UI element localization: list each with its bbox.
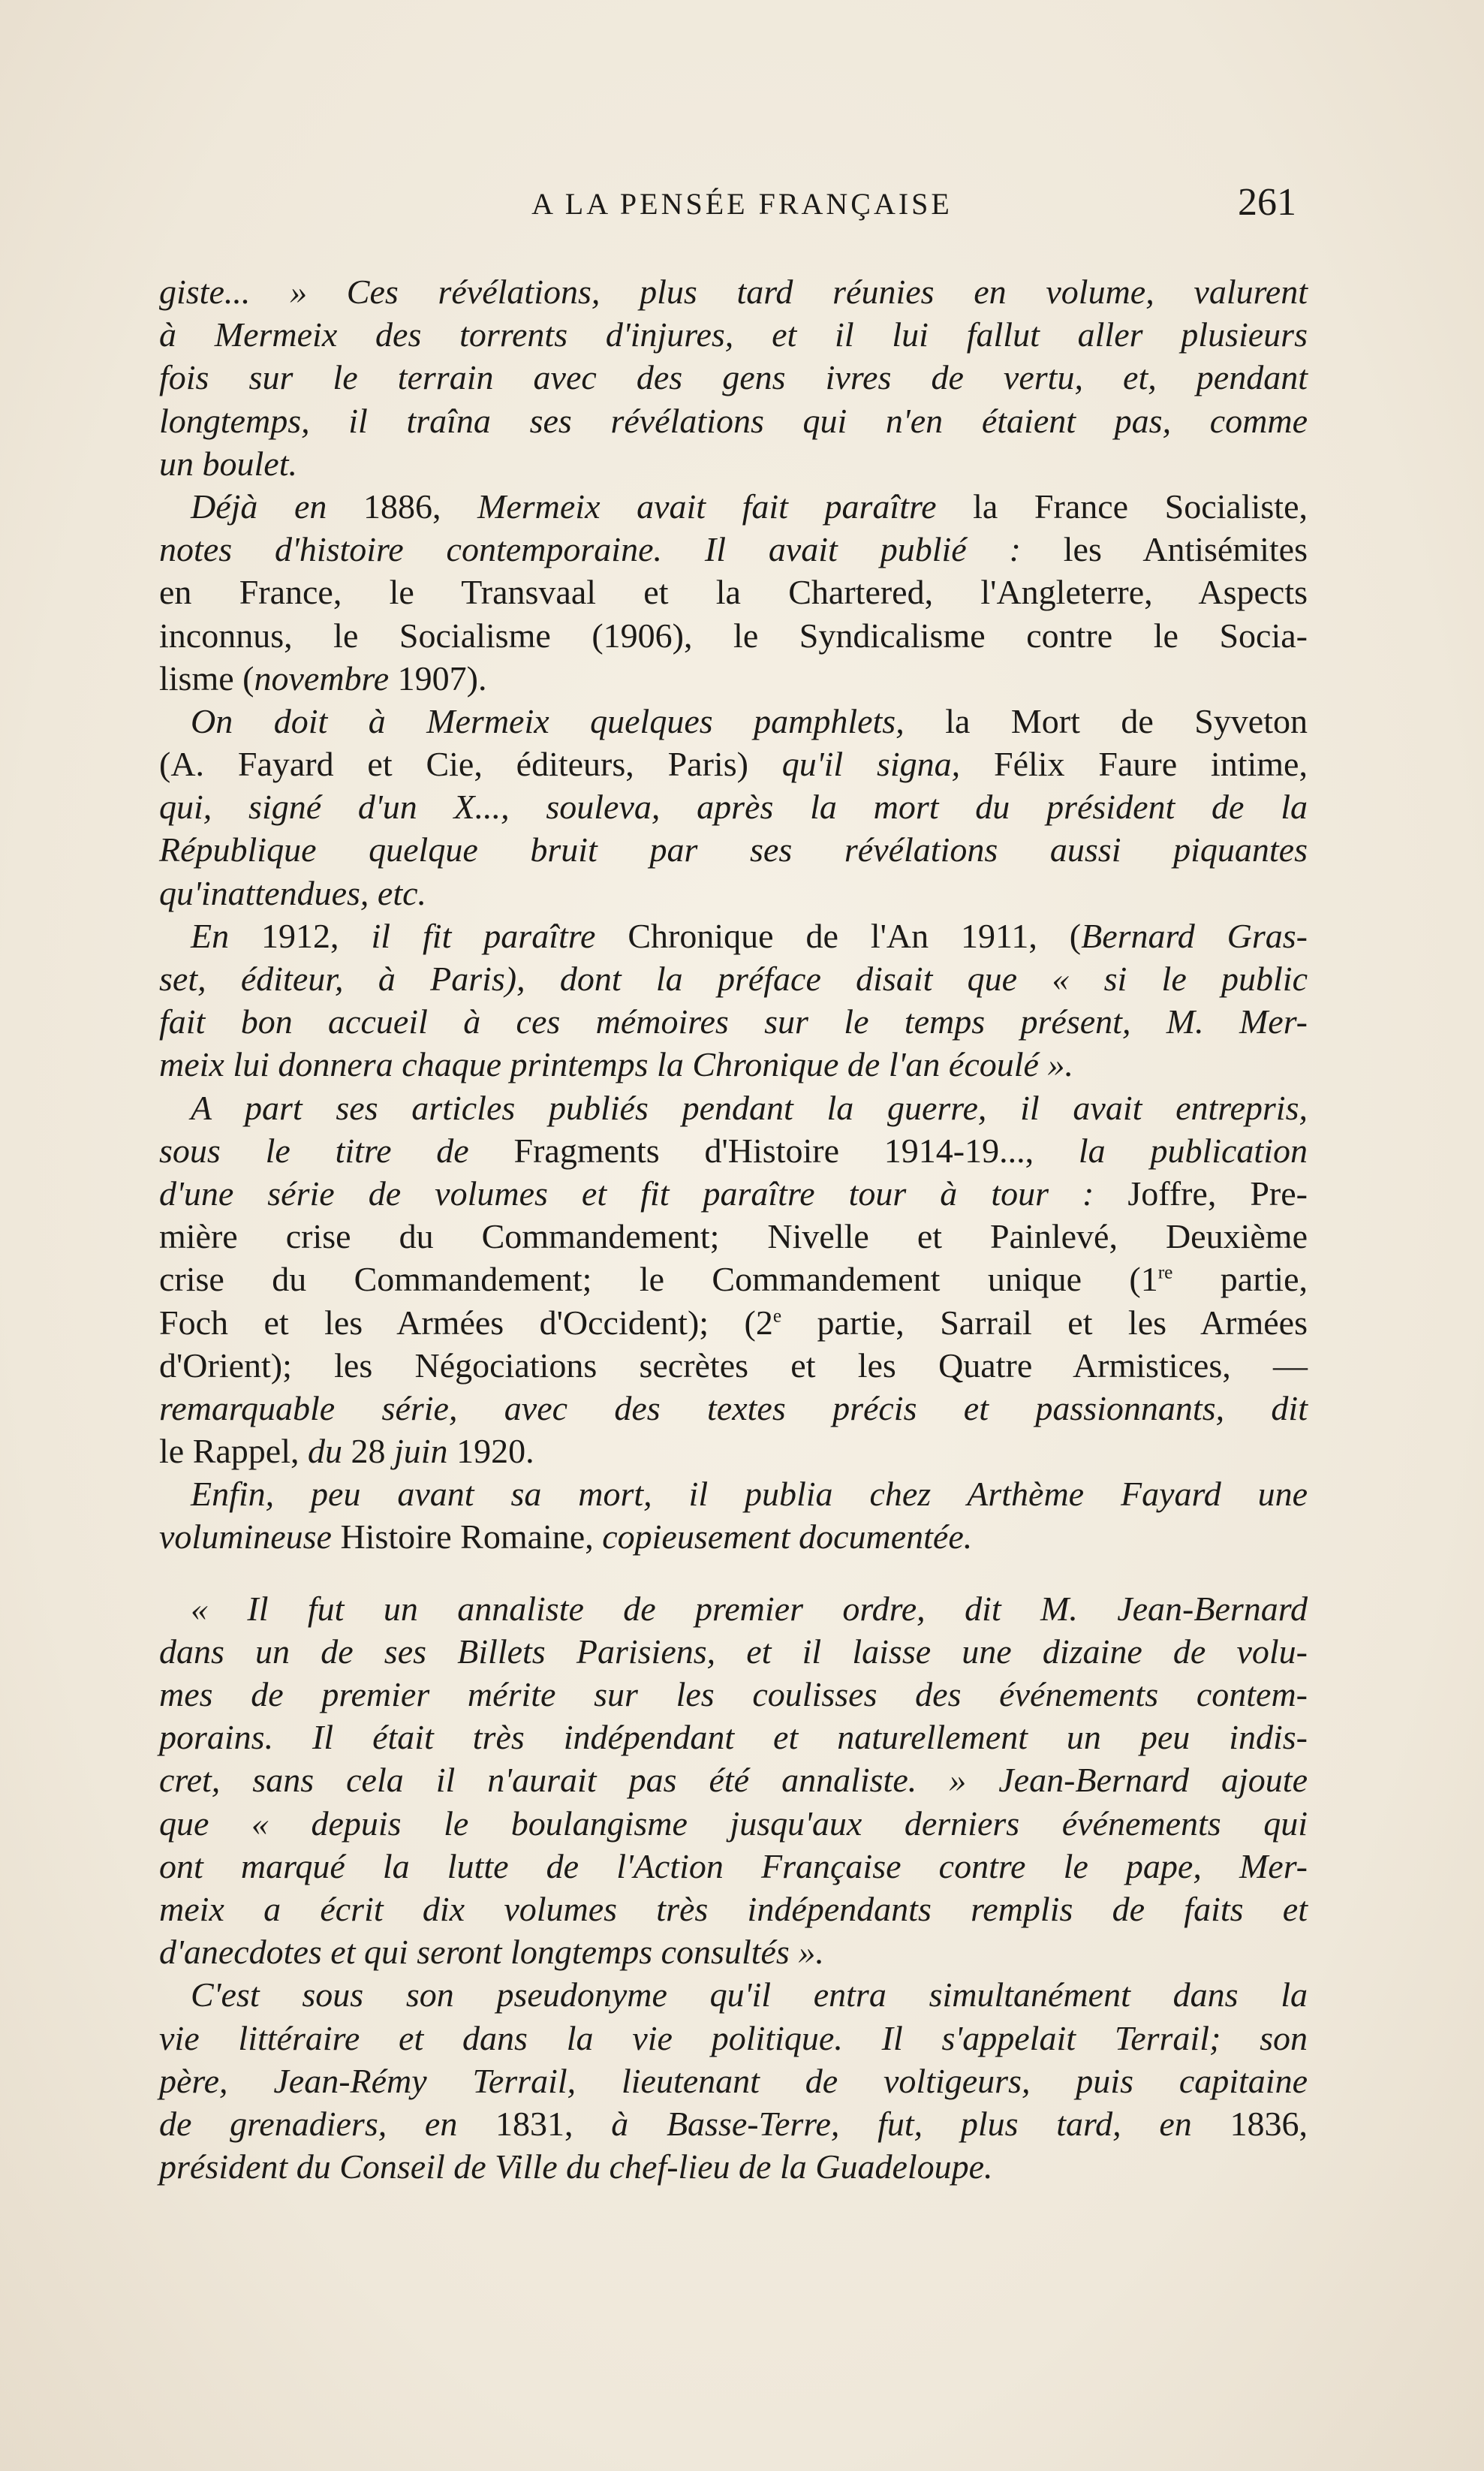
- text-line: [159, 1472, 1308, 1515]
- text-line: [159, 1673, 1308, 1716]
- italic-run: giste... » Ces révélations, plus tard réunies en volume, valurent: [159, 273, 1308, 311]
- text-line: [159, 1716, 1308, 1758]
- italic-run: République quelque bruit par ses révélations aussi piquantes: [159, 830, 1308, 869]
- italic-run: porains. Il était très indépendant et naturellement un peu indis-: [159, 1718, 1308, 1757]
- text-line: [159, 1258, 1308, 1300]
- text-line: [159, 270, 1308, 313]
- italic-run: d'une série de volumes et fit paraître tour à tour :: [159, 1174, 1128, 1213]
- italic-run: « Il fut un annaliste de premier ordre, dit M. Jean-Bernard: [191, 1589, 1308, 1628]
- italic-run: novembre: [254, 658, 398, 698]
- italic-run: notes d'histoire contemporaine. Il avait publié :: [159, 530, 1064, 569]
- italic-run: Mermeix avait fait paraître: [477, 487, 974, 526]
- roman-run: partie, Sarrail et les Armées: [781, 1303, 1308, 1342]
- italic-run: qu'inattendues, etc.: [159, 873, 427, 912]
- roman-run: 1836,: [1230, 2104, 1308, 2143]
- italic-run: président du Conseil de Ville du chef-lieu de la Guadeloupe.: [159, 2147, 993, 2186]
- italic-run: C'est sous son pseudonyme qu'il entra simultanément dans la: [191, 1975, 1308, 2014]
- roman-run: la France Socialiste,: [973, 487, 1308, 526]
- italic-run: Bernard Gras-: [1081, 916, 1308, 955]
- text-line: [159, 1845, 1308, 1888]
- italic-run: un boulet.: [159, 444, 297, 483]
- italic-run: vie littéraire et dans la vie politique. Il s'appelait Terrail; son: [159, 2018, 1308, 2057]
- text-line: [159, 1758, 1308, 1801]
- text-line: [159, 1630, 1308, 1673]
- roman-run: Chronique de l'An 1911, (: [628, 916, 1082, 955]
- roman-run: 1907).: [397, 658, 487, 698]
- italic-run: fois sur le terrain avec des gens ivres de vertu, et, pendant: [159, 358, 1308, 397]
- text-line: [159, 872, 1308, 915]
- roman-run: Félix Faure intime,: [993, 745, 1308, 784]
- running-title: A LA PENSÉE FRANÇAISE: [531, 187, 953, 221]
- italic-run: On doit à Mermeix quelques pamphlets,: [191, 701, 946, 740]
- roman-run: mière crise du Commandement; Nivelle et Painlevé, Deuxième: [159, 1217, 1308, 1256]
- running-head: [0, 180, 1484, 225]
- text-line: [159, 1387, 1308, 1430]
- italic-run: juin: [394, 1432, 457, 1471]
- roman-run: partie,: [1172, 1260, 1308, 1299]
- italic-run: volumineuse: [159, 1517, 341, 1556]
- text-line: [159, 957, 1308, 1000]
- text-line: [159, 1515, 1308, 1558]
- italic-run: qu'il signa,: [781, 745, 994, 784]
- roman-run: (A. Fayard et Cie, éditeurs, Paris): [159, 745, 782, 784]
- text-line: [159, 1301, 1308, 1344]
- text-line: [159, 2060, 1308, 2102]
- roman-run: 1831,: [495, 2104, 612, 2143]
- text-line: [159, 485, 1308, 528]
- roman-run: 1886,: [363, 487, 478, 526]
- italic-run: Enfin, peu avant sa mort, il publia chez Arthème Fayard une: [191, 1475, 1308, 1514]
- text-line: [159, 785, 1308, 828]
- roman-run: Fragments d'Histoire 1914-19...,: [513, 1131, 1079, 1170]
- text-line: [159, 2102, 1308, 2145]
- text-line: [159, 657, 1308, 700]
- roman-run: crise du Commandement; le Commandement unique (1: [159, 1260, 1158, 1299]
- roman-run: 1912,: [261, 916, 372, 955]
- text-line: [159, 442, 1308, 485]
- superscript: e: [772, 1305, 782, 1327]
- paragraph-gap: [159, 1559, 1308, 1587]
- italic-run: il fit paraître: [371, 916, 628, 955]
- italic-run: à Basse-Terre, fut, plus tard, en: [611, 2104, 1230, 2143]
- text-line: [159, 1344, 1308, 1387]
- text-line: [159, 528, 1308, 571]
- italic-run: la publication: [1078, 1131, 1308, 1170]
- text-line: [159, 1587, 1308, 1630]
- text-line: [159, 313, 1308, 356]
- text-line: [159, 1888, 1308, 1930]
- page-number: 261: [1238, 181, 1296, 224]
- text-line: [159, 571, 1308, 613]
- italic-run: dans un de ses Billets Parisiens, et il laisse une dizaine de volu-: [159, 1632, 1308, 1671]
- text-line: [159, 1086, 1308, 1129]
- roman-run: 1920.: [456, 1432, 534, 1471]
- italic-run: remarquable série, avec des textes précis et passionnants, dit: [159, 1388, 1308, 1427]
- text-line: [159, 1802, 1308, 1845]
- text-line: [159, 1430, 1308, 1472]
- text-line: [159, 1973, 1308, 2016]
- text-line: [159, 1215, 1308, 1258]
- italic-run: copieusement documentée.: [602, 1517, 973, 1556]
- italic-run: meix lui donnera chaque printemps la Chronique de l'an écoulé ».: [159, 1045, 1073, 1084]
- text-line: [159, 2145, 1308, 2188]
- italic-run: de grenadiers, en: [159, 2104, 496, 2143]
- italic-run: père, Jean-Rémy Terrail, lieutenant de voltigeurs, puis capitaine: [159, 2061, 1308, 2100]
- body-text: [159, 270, 1308, 2188]
- superscript: re: [1157, 1261, 1173, 1283]
- italic-run: fait bon accueil à ces mémoires sur le temps présent, M. Mer-: [159, 1002, 1308, 1041]
- roman-run: d'Orient); les Négociations secrètes et les Quatre Armistices, —: [159, 1345, 1308, 1385]
- roman-run: inconnus, le Socialisme (1906), le Syndicalisme contre le Socia-: [159, 616, 1308, 655]
- italic-run: sous le titre de: [159, 1131, 514, 1170]
- italic-run: que « depuis le boulangisme jusqu'aux derniers événements qui: [159, 1804, 1308, 1843]
- italic-run: Déjà en: [191, 487, 363, 526]
- italic-run: meix a écrit dix volumes très indépendants remplis de faits et: [159, 1889, 1308, 1928]
- roman-run: Foch et les Armées d'Occident); (2: [159, 1303, 773, 1342]
- roman-run: Histoire Romaine,: [340, 1517, 603, 1556]
- roman-run: lisme (: [159, 658, 254, 698]
- text-line: [159, 356, 1308, 399]
- text-line: [159, 1129, 1308, 1172]
- text-line: [159, 743, 1308, 785]
- italic-run: à Mermeix des torrents d'injures, et il lui fallut aller plusieurs: [159, 315, 1308, 354]
- italic-run: En: [191, 916, 262, 955]
- text-line: [159, 1043, 1308, 1086]
- italic-run: set, éditeur, à Paris), dont la préface disait que « si le public: [159, 960, 1308, 998]
- italic-run: qui, signé d'un X..., souleva, après la mort du président de la: [159, 788, 1308, 827]
- text-line: [159, 2017, 1308, 2060]
- italic-run: du: [308, 1432, 351, 1471]
- roman-run: Joffre, Pre-: [1127, 1174, 1308, 1213]
- italic-run: longtemps, il traîna ses révélations qui n'en étaient pas, comme: [159, 401, 1308, 440]
- roman-run: les Antisémites: [1063, 530, 1308, 569]
- text-line: [159, 1930, 1308, 1973]
- text-line: [159, 399, 1308, 442]
- text-line: [159, 700, 1308, 743]
- roman-run: la Mort de Syveton: [945, 701, 1308, 740]
- italic-run: d'anecdotes et qui seront longtemps consultés ».: [159, 1933, 824, 1972]
- text-line: [159, 828, 1308, 871]
- roman-run: le Rappel,: [159, 1432, 308, 1471]
- text-line: [159, 614, 1308, 657]
- roman-run: 28: [351, 1432, 394, 1471]
- italic-run: ont marqué la lutte de l'Action Française contre le pape, Mer-: [159, 1846, 1308, 1885]
- text-line: [159, 915, 1308, 957]
- text-line: [159, 1000, 1308, 1043]
- text-line: [159, 1172, 1308, 1215]
- italic-run: A part ses articles publiés pendant la guerre, il avait entrepris,: [191, 1088, 1308, 1127]
- roman-run: en France, le Transvaal et la Chartered, l'Angleterre, Aspects: [159, 573, 1308, 612]
- italic-run: mes de premier mérite sur les coulisses des événements contem-: [159, 1675, 1308, 1713]
- italic-run: cret, sans cela il n'aurait pas été annaliste. » Jean-Bernard ajoute: [159, 1761, 1308, 1800]
